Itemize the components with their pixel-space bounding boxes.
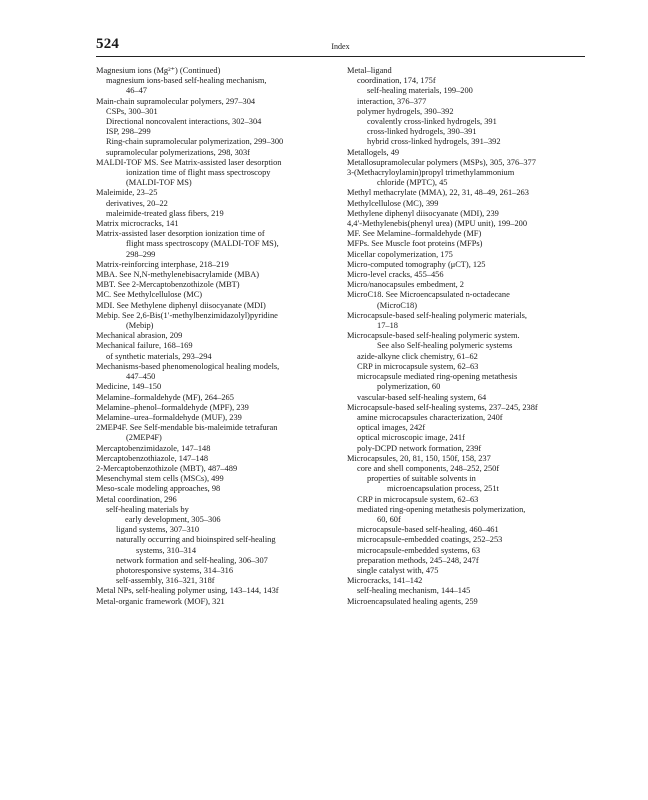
index-subentry: self-healing materials by	[106, 504, 189, 514]
index-subentry: naturally occurring and bioinspired self-healing	[116, 535, 276, 545]
index-subentry: early development, 305–306	[125, 514, 221, 524]
index-subentry: amine microcapsules characterization, 240f	[357, 412, 503, 422]
index-entry: Micro-computed tomography (μCT), 125	[347, 259, 486, 269]
index-entry: Metallogels, 49	[347, 147, 400, 157]
index-entry: Melamine–phenol–formaldehyde (MPF), 239	[96, 402, 249, 412]
index-subentry: ligand systems, 307–310	[116, 525, 200, 535]
index-subentry: magnesium ions-based self-healing mechanism,	[106, 76, 267, 86]
index-subentry: CRP in microcapsule system, 62–63	[357, 361, 479, 371]
index-entry: Mercaptobenzothiazole, 147–148	[96, 453, 209, 463]
index-entry: Mercaptobenzimidazole, 147–148	[96, 443, 211, 453]
index-subentry: microcapsule-embedded systems, 63	[357, 545, 481, 555]
index-column-right	[347, 66, 592, 607]
index-entry: 2-Mercaptobenzothizole (MBT), 487–489	[96, 463, 238, 473]
index-subentry: (MicroC18)	[377, 300, 418, 310]
index-subentry: optical microscopic image, 241f	[357, 433, 465, 443]
index-subentry: microcapsule-embedded coatings, 252–253	[357, 535, 503, 545]
index-entry: Meso-scale modeling approaches, 98	[96, 484, 221, 494]
page-number: 524	[96, 36, 120, 52]
index-subentry: microcapsule mediated ring-opening metathesis	[357, 372, 518, 382]
index-subentry: (MALDI-TOF MS)	[126, 178, 192, 188]
index-entry: Melamine–urea–formaldehyde (MUF), 239	[96, 412, 242, 422]
index-entry: Microcapsules, 20, 81, 150, 150f, 158, 237	[347, 453, 491, 463]
index-entry: Mechanisms-based phenomenological healing models,	[96, 361, 280, 371]
index-entry: Matrix microcracks, 141	[96, 219, 179, 229]
index-entry: Methylcellulose (MC), 399	[347, 198, 439, 208]
index-entry: MDI. See Methylene diphenyl diisocyanate (MDI)	[96, 300, 266, 310]
index-entry: MicroC18. See Microencapsulated n-octadecane	[347, 290, 510, 300]
index-subentry: poly-DCPD network formation, 239f	[357, 443, 482, 453]
index-entry: Mechanical failure, 168–169	[96, 341, 193, 351]
index-subentry: systems, 310–314	[136, 545, 197, 555]
index-subentry: of synthetic materials, 293–294	[106, 351, 212, 361]
index-subentry: See also Self-healing polymeric systems	[377, 341, 513, 351]
index-entry: Maleimide, 23–25	[96, 188, 158, 198]
index-subentry: azide-alkyne click chemistry, 61–62	[357, 351, 478, 361]
index-entry: MFPs. See Muscle foot proteins (MFPs)	[347, 239, 483, 249]
index-entry: Mesenchymal stem cells (MSCs), 499	[96, 474, 224, 484]
index-subentry: cross-linked hydrogels, 390–391	[367, 127, 477, 137]
index-subentry: covalently cross-linked hydrogels, 391	[367, 117, 497, 127]
index-subentry: single catalyst with, 475	[357, 565, 439, 575]
index-entry: Matrix-reinforcing interphase, 218–219	[96, 259, 229, 269]
index-entry: 2MEP4F. See Self-mendable bis-maleimide tetrafuran	[96, 423, 278, 433]
index-subentry: derivatives, 20–22	[106, 198, 168, 208]
index-subentry: microencapsulation process, 251t	[387, 484, 499, 494]
index-subentry: 298–299	[126, 249, 156, 259]
index-subentry: (Mebip)	[126, 321, 154, 331]
index-entry: Microcapsule-based self-healing polymeric materials,	[347, 310, 527, 320]
index-subentry: network formation and self-healing, 306–307	[116, 555, 268, 565]
index-entry: Microcapsule-based self-healing systems, 237–245, 238f	[347, 402, 538, 412]
index-entry: Metal NPs, self-healing polymer using, 143–144, 143f	[96, 586, 279, 596]
index-subentry: preparation methods, 245–248, 247f	[357, 555, 479, 565]
index-entry: Metal-organic framework (MOF), 321	[96, 596, 225, 606]
index-subentry: photoresponsive systems, 314–316	[116, 565, 234, 575]
index-entry: Main-chain supramolecular polymers, 297–304	[96, 96, 256, 106]
index-entry: Matrix-assisted laser desorption ionization time of	[96, 229, 265, 239]
index-entry: Medicine, 149–150	[96, 382, 162, 392]
index-subentry: Ring-chain supramolecular polymerization, 299–300	[106, 137, 284, 147]
index-entry: Mechanical abrasion, 209	[96, 331, 183, 341]
index-subentry: hybrid cross-linked hydrogels, 391–392	[367, 137, 501, 147]
index-subentry: 17–18	[377, 321, 398, 331]
index-subentry: 46–47	[126, 86, 147, 96]
index-subentry: (2MEP4F)	[126, 433, 162, 443]
index-subentry: ionization time of flight mass spectroscopy	[126, 168, 271, 178]
index-subentry: CRP in microcapsule system, 62–63	[357, 494, 479, 504]
index-subentry: maleimide-treated glass fibers, 219	[106, 208, 224, 218]
index-column-left	[96, 66, 338, 607]
index-entry: 4,4′-Methylenebis(phenyl urea) (MPU unit), 199–200	[347, 219, 528, 229]
index-entry: Micellar copolymerization, 175	[347, 249, 453, 259]
index-subentry: optical images, 242f	[357, 423, 426, 433]
index-subentry: properties of suitable solvents in	[367, 474, 476, 484]
index-entry: Methyl methacrylate (MMA), 22, 31, 48–49, 261–263	[347, 188, 529, 198]
index-entry: Microcapsule-based self-healing polymeric system.	[347, 331, 520, 341]
index-entry: Metallosupramolecular polymers (MSPs), 305, 376–377	[347, 157, 536, 167]
index-entry: Metal coordination, 296	[96, 494, 177, 504]
index-entry: Mebip. See 2,6-Bis(1′-methylbenzimidazolyl)pyridine	[96, 310, 278, 320]
index-entry: Metal–ligand	[347, 66, 392, 75]
index-subentry: chloride (MPTC), 45	[377, 178, 448, 188]
index-subentry: microcapsule-based self-healing, 460–461	[357, 525, 499, 535]
index-subentry: coordination, 174, 175f	[357, 76, 436, 86]
index-subentry: self-healing materials, 199–200	[367, 86, 473, 96]
index-entry: MBT. See 2-Mercaptobenzothizole (MBT)	[96, 280, 240, 290]
index-subentry: supramolecular polymerizations, 298, 303f	[106, 147, 250, 157]
index-subentry: flight mass spectroscopy (MALDI-TOF MS),	[126, 239, 279, 249]
index-subentry: polymer hydrogels, 390–392	[357, 106, 454, 116]
index-subentry: ISP, 298–299	[106, 127, 151, 137]
index-subentry: self-healing mechanism, 144–145	[357, 586, 471, 596]
index-entry: MC. See Methylcellulose (MC)	[96, 290, 203, 300]
index-entry: Microcracks, 141–142	[347, 576, 423, 586]
running-head: Index	[331, 42, 350, 51]
index-entry: MALDI-TOF MS. See Matrix-assisted laser desorption	[96, 157, 282, 167]
index-entry: MBA. See N,N-methylenebisacrylamide (MBA)	[96, 270, 260, 280]
index-entry: Methylene diphenyl diisocyanate (MDI), 239	[347, 208, 499, 218]
index-subentry: self-assembly, 316–321, 318f	[116, 576, 215, 586]
index-entry: MF. See Melamine–formaldehyde (MF)	[347, 229, 482, 239]
index-entry: 3-(Methacryloylamin)propyl trimethylammonium	[347, 168, 515, 178]
index-entry: Micro-level cracks, 455–456	[347, 270, 444, 280]
index-entry: Melamine–formaldehyde (MF), 264–265	[96, 392, 234, 402]
index-subentry: mediated ring-opening metathesis polymerization,	[357, 504, 526, 514]
header-rule	[96, 56, 585, 57]
index-entry: Magnesium ions (Mg²⁺) (Continued)	[96, 66, 221, 75]
index-subentry: interaction, 376–377	[357, 96, 427, 106]
index-subentry: core and shell components, 248–252, 250f	[357, 463, 500, 473]
index-subentry: 447–450	[126, 372, 156, 382]
index-subentry: CSPs, 300–301	[106, 106, 158, 116]
index-subentry: Directional noncovalent interactions, 302–304	[106, 117, 262, 127]
page-header	[96, 36, 585, 56]
index-entry: Microencapsulated healing agents, 259	[347, 596, 478, 606]
index-subentry: vascular-based self-healing system, 64	[357, 392, 487, 402]
index-entry: Micro/nanocapsules embedment, 2	[347, 280, 464, 290]
index-subentry: polymerization, 60	[377, 382, 441, 392]
index-subentry: 60, 60f	[377, 514, 401, 524]
